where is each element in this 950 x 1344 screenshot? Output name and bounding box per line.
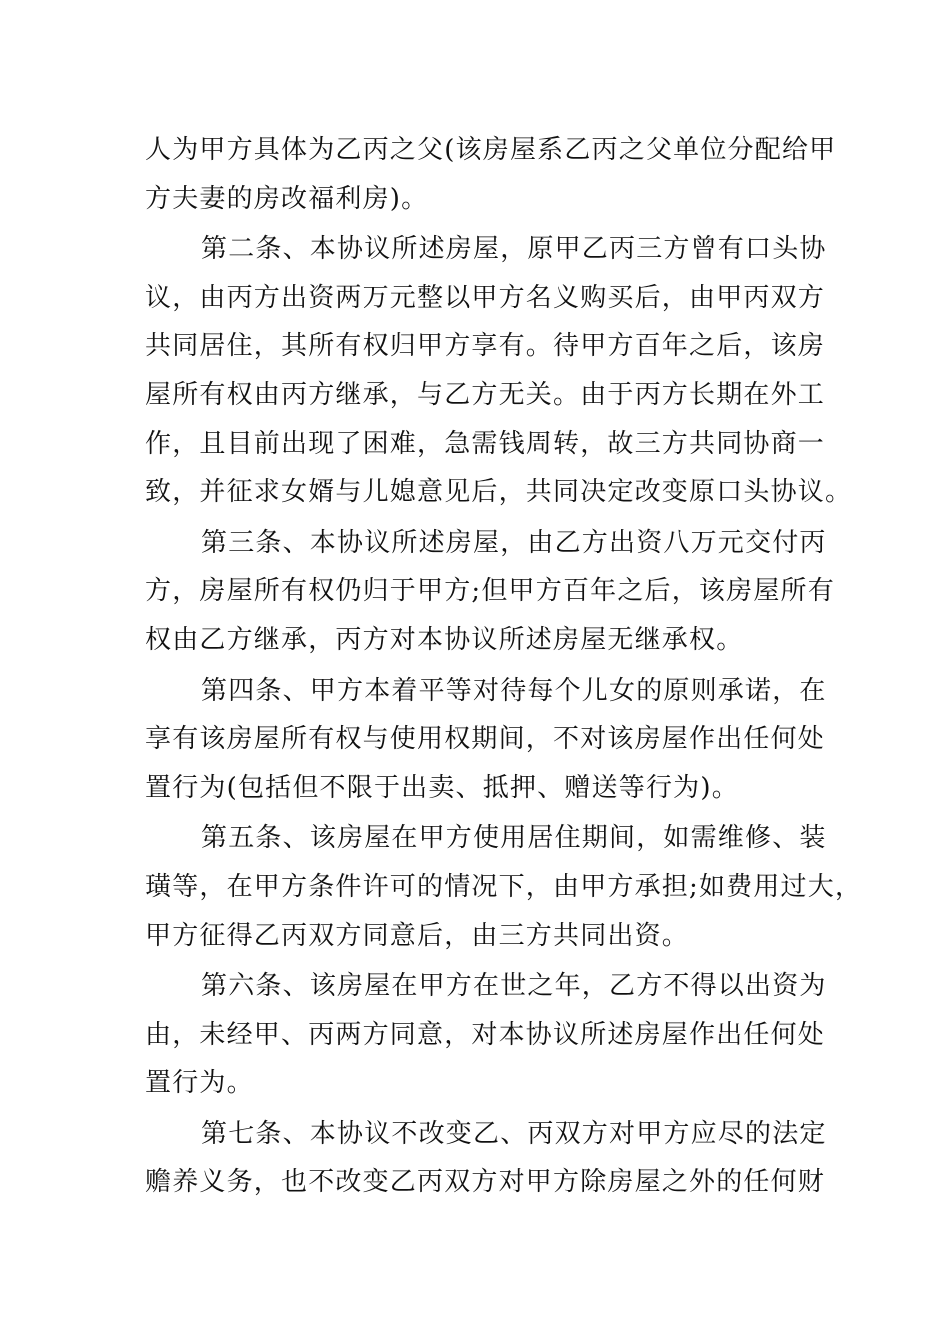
- text-line: 置行为。: [145, 1068, 254, 1099]
- text-line: 屋所有权由丙方继承，与乙方无关。由于丙方长期在外工: [145, 379, 826, 410]
- text-line: 甲方征得乙丙双方同意后，由三方共同出资。: [145, 920, 690, 951]
- text-line: 享有该房屋所有权与使用权期间，不对该房屋作出任何处: [145, 724, 826, 755]
- article-5-start: 第五条、该房屋在甲方使用居住期间，如需维修、装: [201, 823, 827, 854]
- text-line: 方，房屋所有权仍归于甲方;但甲方百年之后，该房屋所有: [145, 576, 835, 607]
- text-line: 人为甲方具体为乙丙之父(该房屋系乙丙之父单位分配给甲: [145, 135, 837, 165]
- document-body: [145, 126, 863, 1207]
- text-line: 方夫妻的房改福利房)。: [145, 183, 429, 214]
- text-line: 权由乙方继承，丙方对本协议所述房屋无继承权。: [145, 624, 744, 655]
- article-2-start: 第二条、本协议所述房屋，原甲乙丙三方曾有口头协: [201, 234, 827, 265]
- article-3-start: 第三条、本协议所述房屋，由乙方出资八万元交付丙: [201, 527, 827, 558]
- text-line: 赡养义务，也不改变乙丙双方对甲方除房屋之外的任何财: [145, 1167, 826, 1198]
- text-line: 议，由丙方出资两万元整以甲方名义购买后，由甲丙双方: [145, 282, 826, 313]
- article-6-start: 第六条、该房屋在甲方在世之年，乙方不得以出资为: [201, 971, 827, 1002]
- text-line: 作，且目前出现了困难，急需钱周转，故三方共同协商一: [145, 428, 826, 459]
- text-line: 致，并征求女婿与儿媳意见后，共同决定改变原口头协议。: [145, 477, 853, 508]
- text-line: 璜等，在甲方条件许可的情况下，由甲方承担;如费用过大，: [145, 871, 863, 902]
- text-line: 共同居住，其所有权归甲方享有。待甲方百年之后，该房: [145, 331, 826, 362]
- article-7-start: 第七条、本协议不改变乙、丙双方对甲方应尽的法定: [201, 1118, 827, 1149]
- article-4-start: 第四条、甲方本着平等对待每个儿女的原则承诺，在: [201, 675, 827, 706]
- text-line: 置行为(包括但不限于出卖、抵押、赠送等行为)。: [145, 772, 739, 803]
- text-line: 由，未经甲、丙两方同意，对本协议所述房屋作出任何处: [145, 1019, 826, 1050]
